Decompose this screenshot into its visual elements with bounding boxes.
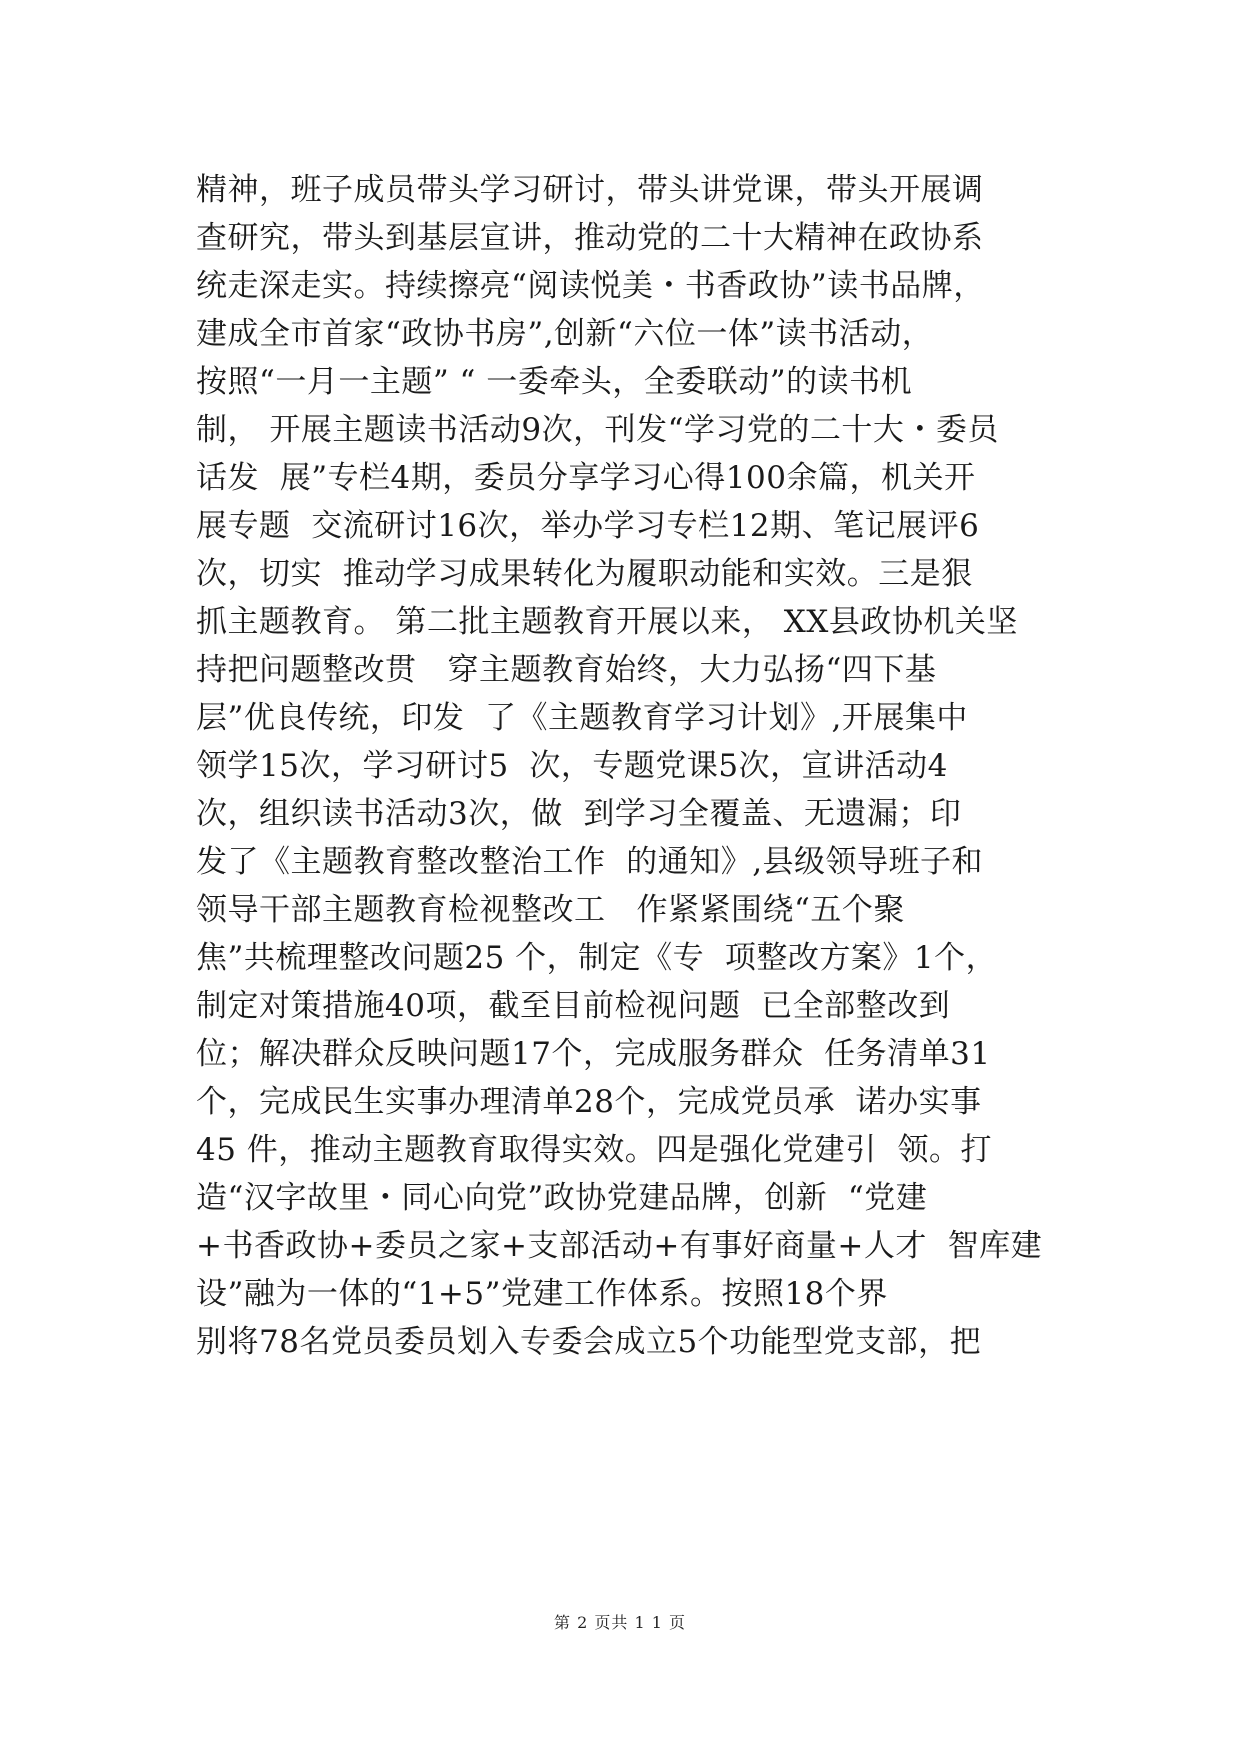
text-line: 设”融为一体的“1+5”党建工作体系。按照18个界	[196, 1276, 888, 1312]
text-line: 次，组织读书活动3次，做 到学习全覆盖、无遗漏；印	[196, 796, 962, 832]
text-line: 抓主题教育。 第二批主题教育开展以来， XX县政协机关坚	[196, 604, 1018, 640]
text-line: 建成全市首家“政协书房”,创新“六位一体”读书活动，	[196, 316, 934, 352]
body-text	[196, 166, 1096, 1366]
text-line: 领学15次，学习研讨5 次，专题党课5次，宣讲活动4	[196, 748, 948, 784]
text-line: 查研究，带头到基层宣讲，推动党的二十大精神在政协系	[196, 220, 984, 256]
page-number-footer: 第 2 页共 1 1 页	[554, 1613, 686, 1632]
text-line: 次，切实 推动学习成果转化为履职动能和实效。三是狠	[196, 556, 973, 592]
text-line: 别将78名党员委员划入专委会成立5个功能型党支部，把	[196, 1324, 982, 1360]
text-line: 制定对策措施40项，截至目前检视问题 已全部整改到	[196, 988, 951, 1024]
text-line: 按照“一月一主题” “ 一委牵头，全委联动”的读书机	[196, 364, 913, 400]
text-line: +书香政协+委员之家+支部活动+有事好商量+人才 智库建	[196, 1228, 1043, 1264]
text-line: 统走深走实。持续擦亮“阅读悦美・书香政协”读书品牌，	[196, 268, 985, 304]
text-line: 焦”共梳理整改问题25 个，制定《专 项整改方案》1个，	[196, 940, 998, 976]
text-line: 精神，班子成员带头学习研讨，带头讲党课，带头开展调	[196, 172, 984, 208]
text-line: 位；解决群众反映问题17个，完成服务群众 任务清单31	[196, 1036, 991, 1072]
text-line: 层”优良传统，印发 了《主题教育学习计划》,开展集中	[196, 700, 968, 736]
text-line: 领导干部主题教育检视整改工 作紧紧围绕“五个聚	[196, 892, 905, 928]
text-line: 造“汉字故里・同心向党”政协党建品牌，创新 “党建	[196, 1180, 928, 1216]
text-line: 45 件，推动主题教育取得实效。四是强化党建引 领。打	[196, 1132, 993, 1168]
text-line: 个，完成民生实事办理清单28个，完成党员承 诺办实事	[196, 1084, 982, 1120]
text-line: 话发 展”专栏4期，委员分享学习心得100余篇，机关开	[196, 460, 976, 496]
text-line: 制， 开展主题读书活动9次，刊发“学习党的二十大・委员	[196, 412, 999, 448]
text-line: 展专题 交流研讨16次，举办学习专栏12期、笔记展评6	[196, 508, 980, 544]
text-line: 发了《主题教育整改整治工作 的通知》,县级领导班子和	[196, 844, 984, 880]
text-line: 持把问题整改贯 穿主题教育始终，大力弘扬“四下基	[196, 652, 937, 688]
